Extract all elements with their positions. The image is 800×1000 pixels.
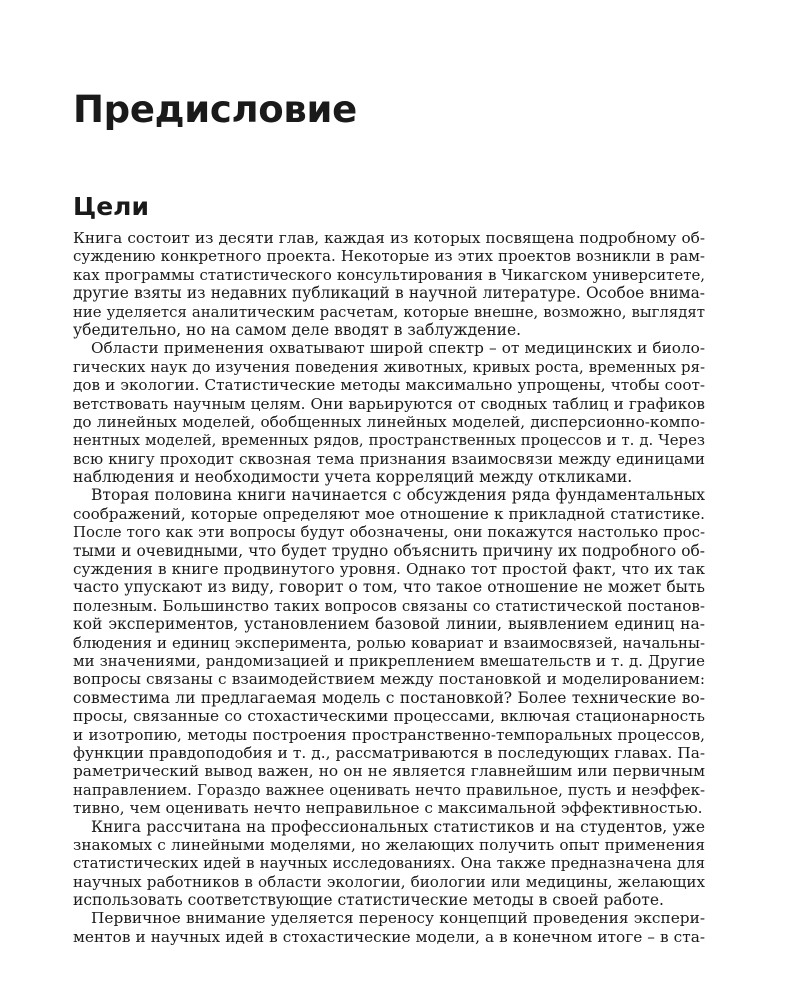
text-line: использовать соответствующие статистические методы в своей работе. xyxy=(73,891,664,910)
text-line: вопросы связаны с взаимодействием между постановкой и моделированием: xyxy=(73,670,705,689)
body-text xyxy=(73,229,705,946)
section-title: Цели xyxy=(73,192,149,221)
text-line: Области применения охватывают широй спектр – от медицинских и биоло- xyxy=(91,339,705,358)
chapter-title: Предисловие xyxy=(73,88,357,131)
text-line: Книга рассчитана на профессиональных статистиков и на студентов, уже xyxy=(91,817,705,836)
text-line: ментов и научных идей в стохастические модели, а в конечном итоге – в ста- xyxy=(73,927,705,946)
text-line: После того как эти вопросы будут обозначены, они покажутся настолько прос- xyxy=(73,523,705,542)
text-line: до линейных моделей, обобщенных линейных моделей, дисперсионно-компо- xyxy=(73,412,705,431)
text-line: ветствовать научным целям. Они варьируются от сводных таблиц и графиков xyxy=(73,394,705,413)
text-line: нентных моделей, временных рядов, пространственных процессов и т. д. Через xyxy=(73,431,705,450)
text-line: просы, связанные со стохастическими процессами, включая стационарность xyxy=(73,707,705,726)
text-line: совместима ли предлагаемая модель с постановкой? Более технические во- xyxy=(73,688,705,707)
text-line: статистических идей в научных исследованиях. Она также предназначена для xyxy=(73,854,705,873)
text-line: тыми и очевидными, что будет трудно объяснить причину их подробного об- xyxy=(73,541,705,560)
text-line: дов и экологии. Статистические методы максимально упрощены, чтобы соот- xyxy=(73,376,705,395)
text-line: знакомых с линейными моделями, но желающих получить опыт применения xyxy=(73,835,705,854)
text-line: наблюдения и необходимости учета корреляций между откликами. xyxy=(73,468,633,487)
text-line: убедительно, но на самом деле вводят в заблуждение. xyxy=(73,320,522,339)
text-line: научных работников в области экологии, биологии или медицины, желающих xyxy=(73,872,705,891)
text-line: функции правдоподобия и т. д., рассматриваются в последующих главах. Па- xyxy=(73,743,705,762)
text-line: ках программы статистического консультирования в Чикагском университете, xyxy=(73,265,705,284)
text-line: Вторая половина книги начинается с обсуждения ряда фундаментальных xyxy=(91,486,705,505)
text-line: направлением. Гораздо важнее оценивать нечто правильное, пусть и неэффек- xyxy=(73,780,705,799)
text-line: соображений, которые определяют мое отношение к прикладной статистике. xyxy=(73,504,705,523)
text-line: ние уделяется аналитическим расчетам, которые внешне, возможно, выглядят xyxy=(73,302,705,321)
text-line: кой экспериментов, установлением базовой линии, выявлением единиц на- xyxy=(73,615,705,634)
text-line: суждения в книге продвинутого уровня. Однако тот простой факт, что их так xyxy=(73,560,705,579)
text-line: другие взяты из недавних публикаций в научной литературе. Особое внима- xyxy=(73,284,705,303)
text-line: суждению конкретного проекта. Некоторые из этих проектов возникли в рам- xyxy=(73,247,705,266)
text-line: ми значениями, рандомизацией и прикреплением вмешательств и т. д. Другие xyxy=(73,651,705,670)
text-line: полезным. Большинство таких вопросов связаны со статистической постанов- xyxy=(73,596,705,615)
text-line: и изотропию, методы построения пространственно-темпоральных процессов, xyxy=(73,725,705,744)
text-line: часто упускают из виду, говорит о том, что такое отношение не может быть xyxy=(73,578,705,597)
text-line: гических наук до изучения поведения животных, кривых роста, временных ря- xyxy=(73,357,705,376)
text-line: Книга состоит из десяти глав, каждая из которых посвящена подробному об- xyxy=(73,229,705,247)
text-line: тивно, чем оценивать нечто неправильное с максимальной эффективностью. xyxy=(73,799,703,818)
text-line: блюдения и единиц эксперимента, ролью ковариат и взаимосвязей, начальны- xyxy=(73,633,705,652)
text-line: раметрический вывод важен, но он не является главнейшим или первичным xyxy=(73,762,705,781)
text-line: всю книгу проходит сквозная тема признания взаимосвязи между единицами xyxy=(73,449,705,468)
text-line: Первичное внимание уделяется переносу концепций проведения экспери- xyxy=(91,909,705,928)
